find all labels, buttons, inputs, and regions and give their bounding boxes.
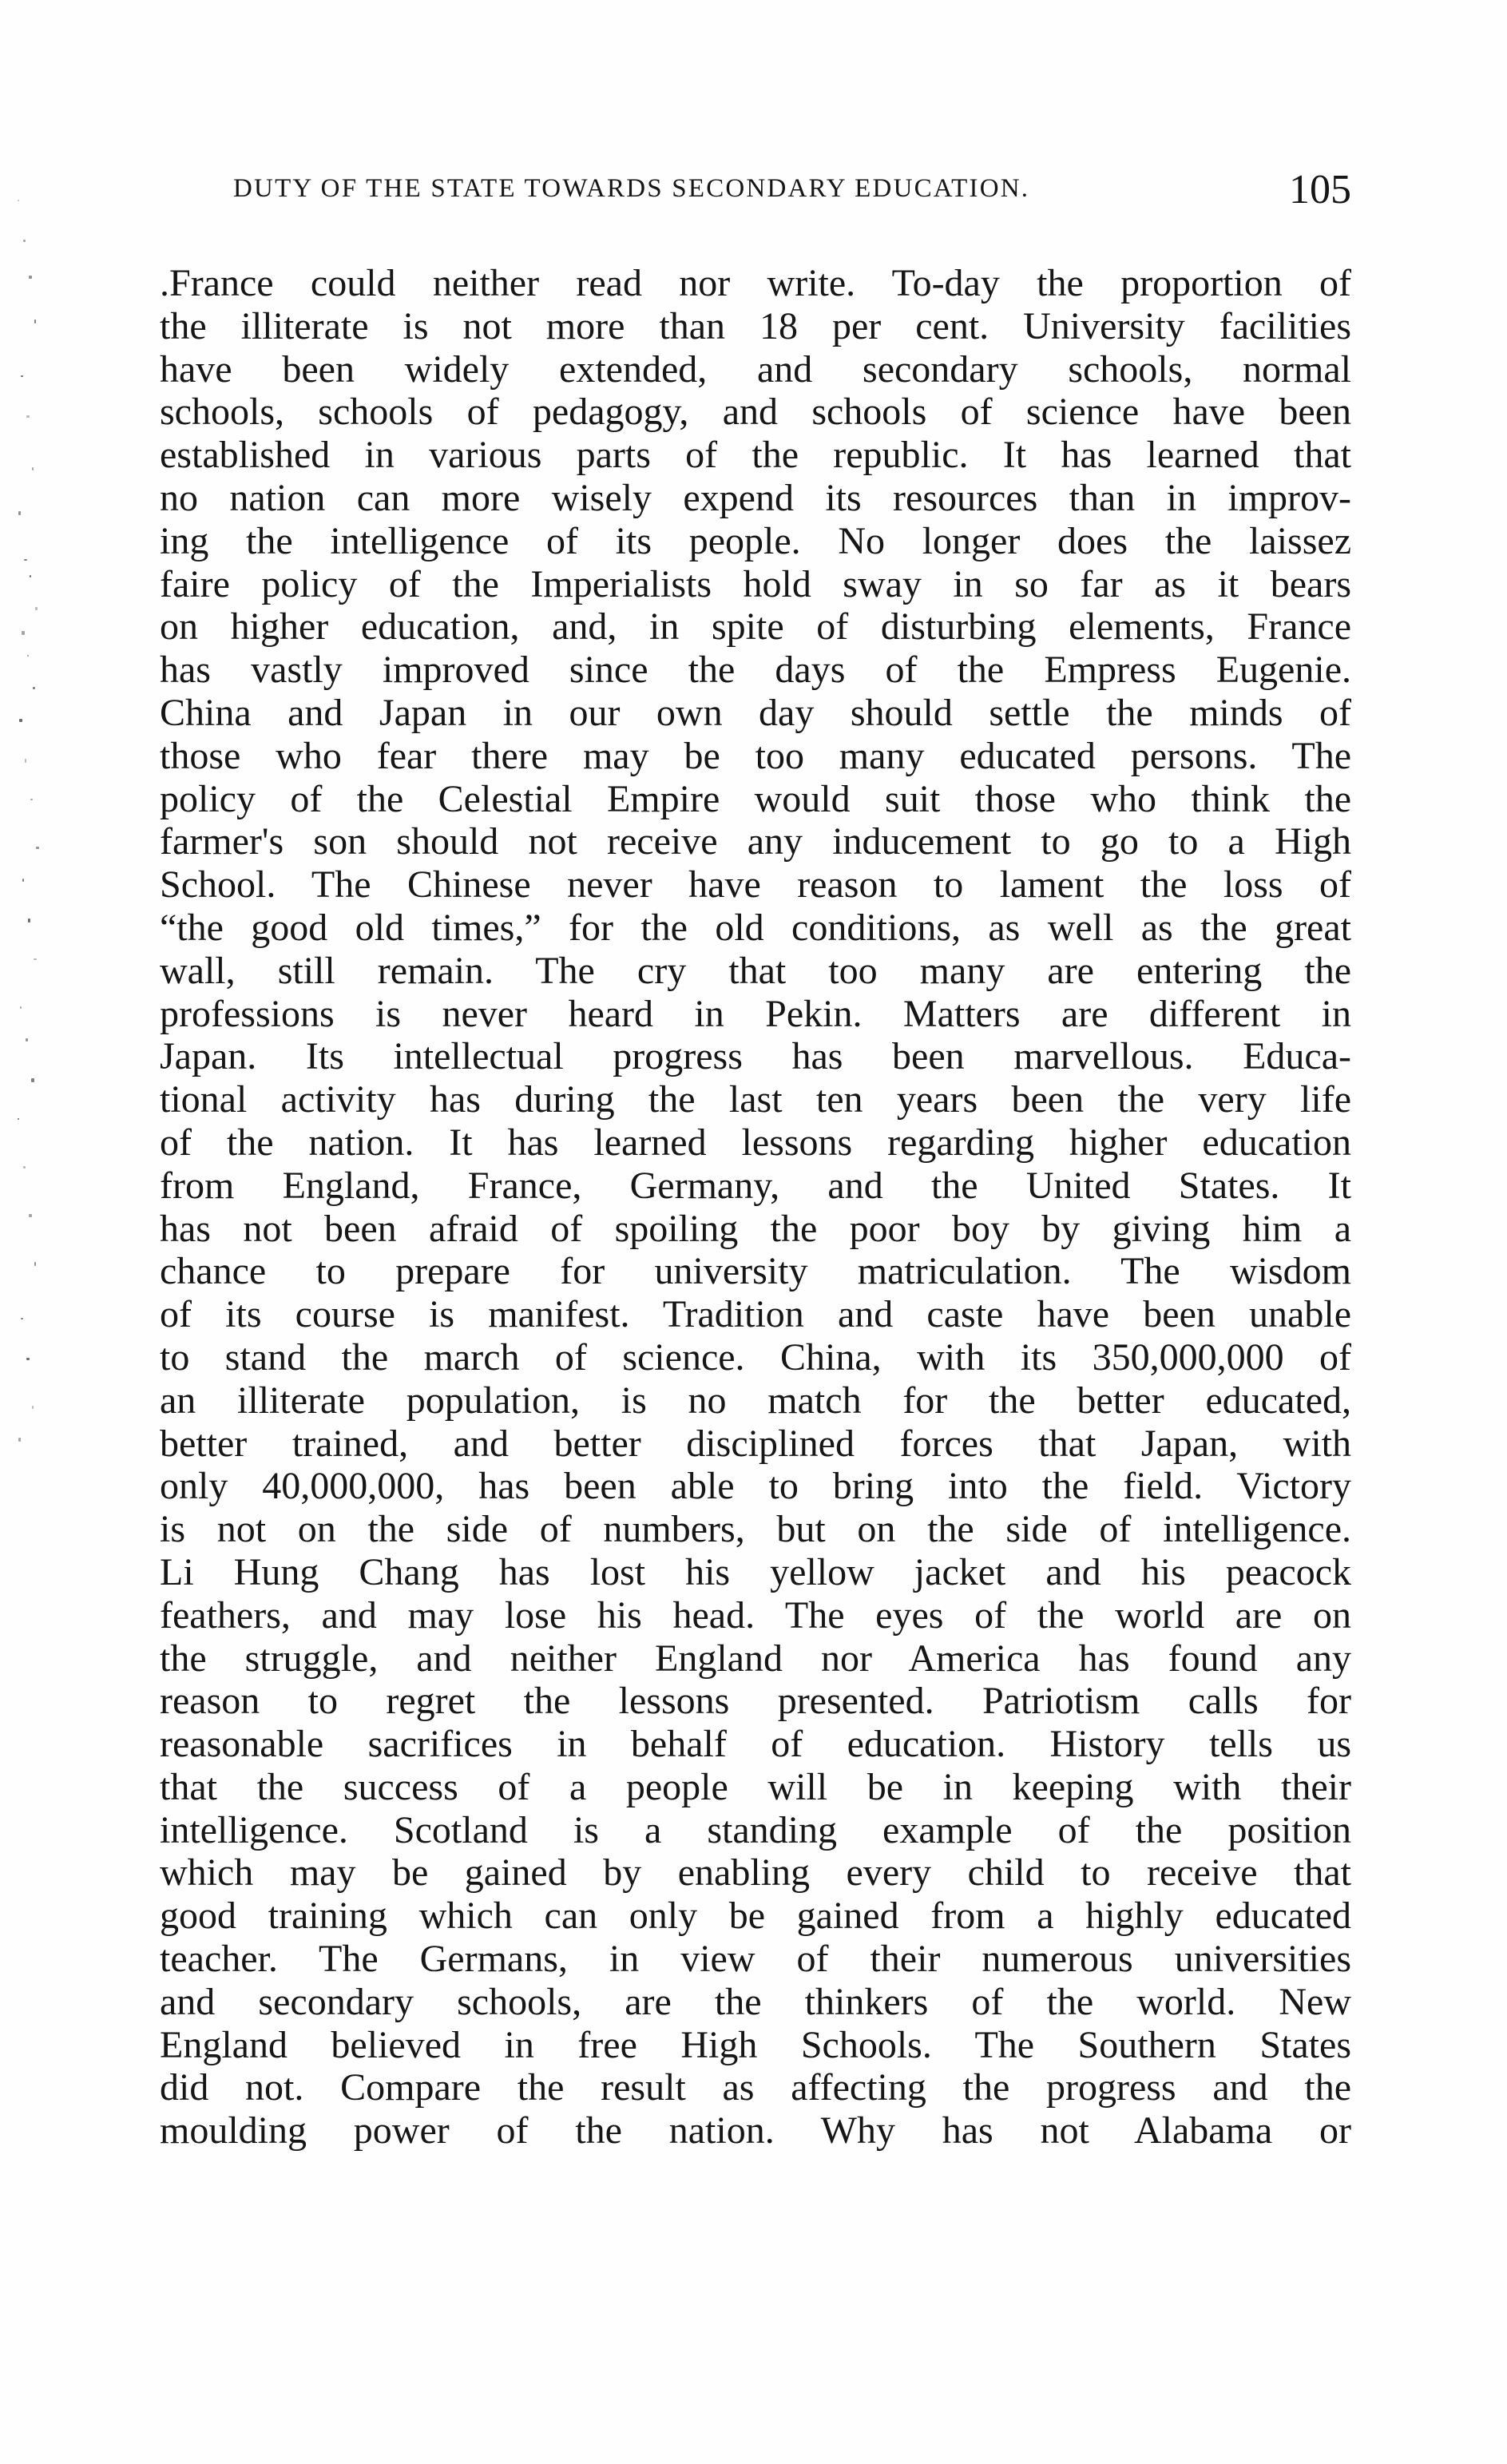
text-line: feathers, and may lose his head. The eyes of the world are on	[160, 1593, 1351, 1637]
speck	[34, 319, 36, 323]
margin-bleed-through	[0, 0, 64, 2464]
page-number: 105	[1289, 167, 1351, 212]
speck	[33, 687, 35, 689]
speck	[29, 1214, 32, 1217]
speck	[29, 276, 32, 279]
speck	[23, 240, 26, 242]
speck	[34, 958, 37, 960]
text-line: which may be gained by enabling every child to receive that	[160, 1851, 1351, 1895]
text-line: has not been afraid of spoiling the poor boy by giving him a	[160, 1207, 1351, 1250]
speck	[26, 1358, 30, 1360]
text-line: those who fear there may be too many educated persons. The	[160, 734, 1351, 777]
text-line: better trained, and better disciplined forces that Japan, with	[160, 1422, 1351, 1465]
speck	[34, 1262, 36, 1266]
text-line: has vastly improved since the days of the Empress Eugenie.	[160, 649, 1351, 692]
speck	[35, 607, 38, 610]
speck	[27, 655, 29, 657]
text-line: .France could neither read nor write. To-day the proportion of	[160, 262, 1351, 304]
text-line: farmer's son should not receive any inducement to go to a High	[160, 820, 1351, 863]
speck	[30, 575, 31, 577]
text-line: on higher education, and, in spite of disturbing elements, France	[160, 605, 1351, 649]
text-line: the illiterate is not more than 18 per cent. University facilities	[160, 304, 1351, 347]
text-line: of the nation. It has learned lessons regarding higher education	[160, 1121, 1351, 1164]
text-line: is not on the side of numbers, but on the side of intelligence.	[160, 1508, 1351, 1551]
speck	[21, 375, 23, 377]
text-line: teacher. The Germans, in view of their numerous universities	[160, 1938, 1351, 1981]
speck	[18, 200, 19, 201]
speck	[20, 1006, 22, 1009]
speck	[21, 1318, 23, 1319]
speck	[22, 879, 24, 882]
text-line: schools, schools of pedagogy, and schools of science have been	[160, 391, 1351, 434]
text-line: the struggle, and neither England nor America has found any	[160, 1637, 1351, 1680]
text-line: did not. Compare the result as affecting the progress and the	[160, 2066, 1351, 2109]
speck	[22, 631, 25, 635]
text-line: policy of the Celestial Empire would suit those who think the	[160, 777, 1351, 820]
speck	[32, 1406, 34, 1409]
speck	[28, 919, 30, 923]
text-line: intelligence. Scotland is a standing example of the position	[160, 1808, 1351, 1851]
speck	[26, 415, 30, 418]
body-text	[160, 262, 1351, 2153]
speck	[23, 1166, 26, 1169]
speck	[24, 559, 27, 561]
text-line: England believed in free High Schools. The Southern States	[160, 2023, 1351, 2066]
running-title: DUTY OF THE STATE TOWARDS SECONDARY EDUCATION.	[233, 174, 1030, 203]
speck	[25, 759, 26, 763]
text-line: from England, France, Germany, and the United States. It	[160, 1164, 1351, 1207]
text-line: reasonable sacrifices in behalf of education. History tells us	[160, 1723, 1351, 1766]
text-line: no nation can more wisely expend its resources than in improv-	[160, 476, 1351, 519]
speck	[18, 1438, 21, 1442]
text-line: faire policy of the Imperialists hold sway in so far as it bears	[160, 562, 1351, 605]
text-line: good training which can only be gained from a highly educated	[160, 1895, 1351, 1938]
text-line: chance to prepare for university matriculation. The wisdom	[160, 1250, 1351, 1293]
text-line: Japan. Its intellectual progress has been marvellous. Educa-	[160, 1035, 1351, 1078]
text-line: established in various parts of the republic. It has learned that	[160, 434, 1351, 477]
speck	[19, 719, 22, 722]
text-line: China and Japan in our own day should settle the minds of	[160, 691, 1351, 734]
text-line: ing the intelligence of its people. No longer does the laissez	[160, 519, 1351, 562]
text-line: reason to regret the lessons presented. Patriotism calls for	[160, 1680, 1351, 1723]
speck	[36, 847, 39, 849]
text-line: Li Hung Chang has lost his yellow jacket and his peacock	[160, 1550, 1351, 1593]
text-line: tional activity has during the last ten years been the very life	[160, 1078, 1351, 1121]
speck	[26, 1038, 28, 1042]
text-line: moulding power of the nation. Why has not Alabama or	[160, 2109, 1351, 2153]
text-line: wall, still remain. The cry that too many are entering the	[160, 949, 1351, 992]
text-line: of its course is manifest. Tradition and caste have been unable	[160, 1293, 1351, 1336]
speck	[30, 799, 33, 800]
text-line: that the success of a people will be in keeping with their	[160, 1765, 1351, 1808]
text-line: to stand the march of science. China, with its 350,000,000 of	[160, 1335, 1351, 1379]
text-line: and secondary schools, are the thinkers of the world. New	[160, 1980, 1351, 2023]
text-line: School. The Chinese never have reason to lament the loss of	[160, 863, 1351, 907]
text-line: professions is never heard in Pekin. Matters are different in	[160, 992, 1351, 1035]
speck	[18, 511, 21, 515]
speck	[31, 1078, 34, 1082]
speck	[18, 1118, 19, 1120]
text-line: “the good old times,” for the old conditions, as well as the great	[160, 906, 1351, 949]
text-line: only 40,000,000, has been able to bring into the field. Victory	[160, 1465, 1351, 1508]
speck	[32, 467, 34, 470]
text-line: have been widely extended, and secondary schools, normal	[160, 347, 1351, 391]
running-head	[233, 166, 1351, 214]
text-line: an illiterate population, is no match for the better educated,	[160, 1379, 1351, 1422]
